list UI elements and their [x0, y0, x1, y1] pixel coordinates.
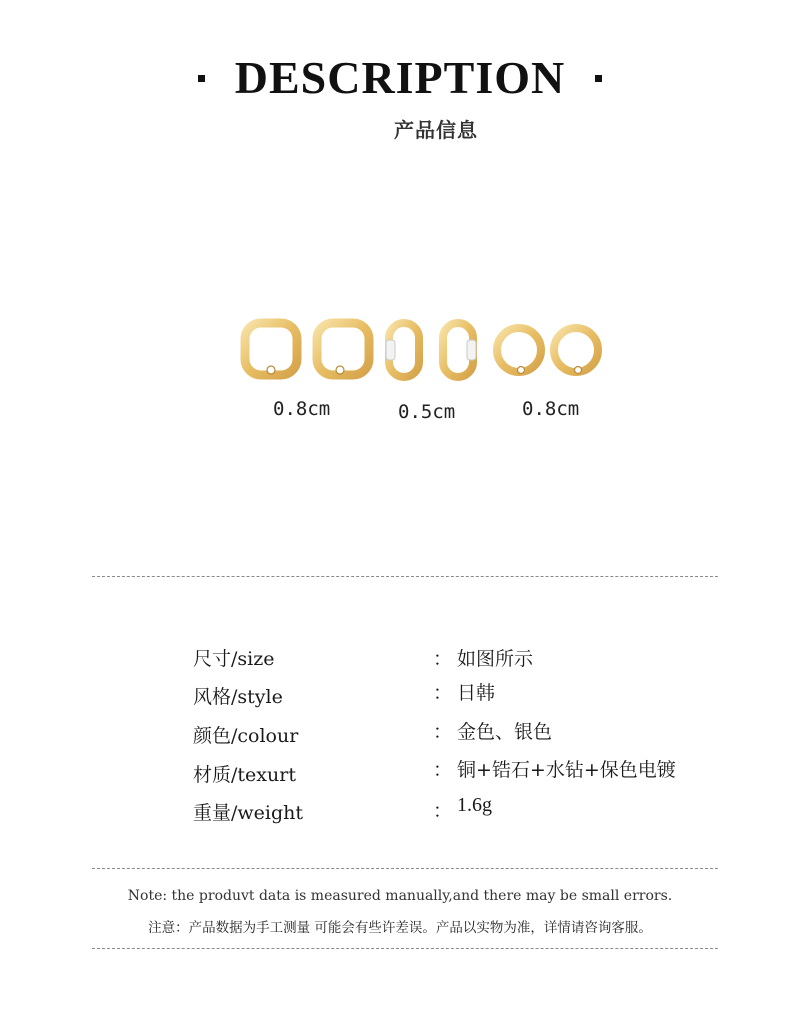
- spec-value: 金色、银色: [457, 721, 553, 743]
- spec-value: 日韩: [457, 682, 496, 704]
- divider-top: [92, 576, 718, 577]
- divider-bottom: [92, 948, 718, 949]
- size-label-circle: 0.8cm: [522, 398, 580, 420]
- spec-label: 尺寸/size: [193, 648, 275, 670]
- square-earring-left: [240, 318, 302, 380]
- spec-row-weight: [193, 794, 713, 828]
- header: [0, 52, 800, 143]
- divider-middle: [92, 868, 718, 869]
- page-subtitle: 产品信息: [394, 118, 478, 142]
- bullet-right: [595, 75, 602, 82]
- spec-colon: ：: [433, 682, 453, 704]
- size-label-square: 0.8cm: [273, 398, 331, 420]
- oval-earring-right: [438, 318, 478, 382]
- circle-earring-left: [492, 318, 546, 380]
- spec-colon: ：: [433, 800, 453, 822]
- spec-value: 1.6g: [457, 794, 492, 816]
- spec-label: 颜色/colour: [193, 725, 299, 747]
- oval-earring-left: [384, 318, 424, 382]
- circle-earring-right: [548, 318, 604, 380]
- note-english: Note: the produvt data is measured manually,and there may be small errors.: [127, 888, 673, 904]
- product-image: [0, 318, 800, 388]
- note-chinese: 注意：产品数据为手工测量 可能会有些许差误。产品以实物为准，详情请咨询客服。: [148, 920, 652, 936]
- title-row: [0, 52, 800, 104]
- spec-label: 风格/style: [193, 686, 283, 708]
- size-label-oval: 0.5cm: [398, 401, 456, 423]
- spec-row-material: [193, 760, 713, 790]
- spec-colon: ：: [433, 759, 453, 781]
- bullet-left: [198, 75, 205, 82]
- spec-label: 重量/weight: [193, 802, 304, 824]
- page-title: DESCRIPTION: [234, 52, 566, 103]
- spec-value: 如图所示: [457, 648, 534, 670]
- spec-row-size: [193, 644, 713, 674]
- spec-value: 铜+锆石+水钻+保色电镀: [457, 759, 676, 781]
- spec-colon: ：: [433, 648, 453, 670]
- spec-row-colour: [193, 721, 713, 751]
- spec-label: 材质/texurt: [193, 764, 296, 786]
- spec-colon: ：: [433, 721, 453, 743]
- square-earring-right: [312, 318, 374, 380]
- spec-row-style: [193, 682, 713, 712]
